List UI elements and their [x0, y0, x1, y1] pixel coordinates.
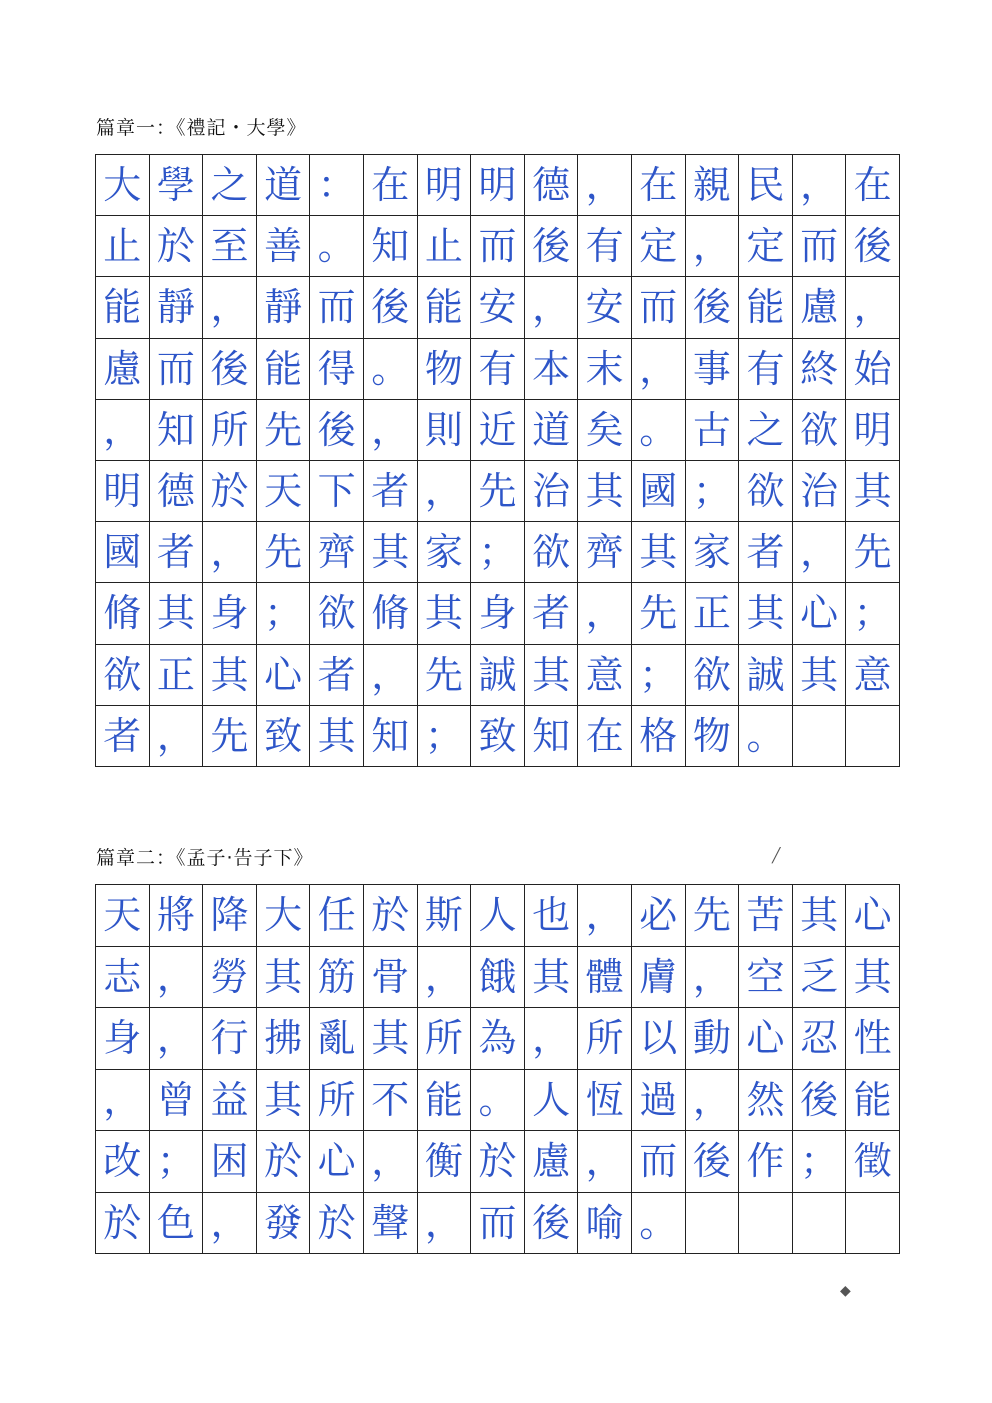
- grid-cell: 筋: [310, 947, 364, 1009]
- grid-cell: 其: [525, 947, 579, 1009]
- grid-cell: 膚: [632, 947, 686, 1009]
- grid-cell: 止: [418, 216, 472, 277]
- stray-mark: ╱: [772, 848, 781, 864]
- grid-cell: 慮: [96, 339, 150, 400]
- grid-cell: 先: [203, 706, 257, 767]
- grid-cell: 者: [96, 706, 150, 767]
- grid-cell: 所: [310, 1070, 364, 1132]
- grid-cell: 能: [739, 277, 793, 338]
- grid-cell: 其: [364, 522, 418, 583]
- grid-cell: 曾: [150, 1070, 204, 1132]
- grid-cell: 親: [686, 155, 740, 216]
- grid-cell: 。: [364, 339, 418, 400]
- grid-cell: ，: [578, 885, 632, 947]
- grid-cell: 大: [257, 885, 311, 947]
- grid-cell: 而: [632, 1131, 686, 1193]
- grid-cell: 恆: [578, 1070, 632, 1132]
- grid-cell: 困: [203, 1131, 257, 1193]
- grid-cell: 於: [471, 1131, 525, 1193]
- grid-cell: 明: [846, 400, 900, 461]
- grid-cell: ，: [686, 1070, 740, 1132]
- grid-cell: 至: [203, 216, 257, 277]
- grid-cell: 。: [310, 216, 364, 277]
- grid-cell: 於: [96, 1193, 150, 1255]
- grid-cell: 其: [632, 522, 686, 583]
- grid-cell: 動: [686, 1008, 740, 1070]
- grid-cell: 在: [632, 155, 686, 216]
- grid-cell: 其: [310, 706, 364, 767]
- grid-cell: 為: [471, 1008, 525, 1070]
- grid-cell: 而: [471, 1193, 525, 1255]
- grid-cell: 道: [525, 400, 579, 461]
- grid-cell: 不: [364, 1070, 418, 1132]
- grid-cell: 後: [793, 1070, 847, 1132]
- grid-cell: 其: [418, 583, 472, 644]
- grid-cell: 有: [471, 339, 525, 400]
- grid-cell: 乏: [793, 947, 847, 1009]
- grid-cell: 先: [686, 885, 740, 947]
- grid-cell: 民: [739, 155, 793, 216]
- grid-cell: 正: [150, 645, 204, 706]
- grid-cell: ；: [632, 645, 686, 706]
- grid-cell: 其: [578, 461, 632, 522]
- grid-cell: 其: [257, 1070, 311, 1132]
- grid-cell: 終: [793, 339, 847, 400]
- grid-cell: 欲: [739, 461, 793, 522]
- grid-cell: 欲: [310, 583, 364, 644]
- grid-cell: 作: [739, 1131, 793, 1193]
- grid-cell: 所: [203, 400, 257, 461]
- grid-cell: 有: [578, 216, 632, 277]
- grid-cell: 徵: [846, 1131, 900, 1193]
- grid-cell: 脩: [96, 583, 150, 644]
- grid-cell: 格: [632, 706, 686, 767]
- section2-heading: 篇章二：《孟子·告子下》: [96, 847, 314, 869]
- grid-cell: 身: [96, 1008, 150, 1070]
- grid-cell: 明: [418, 155, 472, 216]
- grid-cell: 誠: [739, 645, 793, 706]
- grid-cell: ，: [418, 461, 472, 522]
- grid-cell: 於: [203, 461, 257, 522]
- grid-cell: 於: [310, 1193, 364, 1255]
- grid-cell: [793, 1193, 847, 1255]
- grid-cell: 喻: [578, 1193, 632, 1255]
- grid-cell: ，: [364, 400, 418, 461]
- grid-cell: 而: [150, 339, 204, 400]
- grid-cell: 欲: [686, 645, 740, 706]
- grid-cell: 能: [846, 1070, 900, 1132]
- grid-cell: 於: [150, 216, 204, 277]
- grid-cell: ；: [686, 461, 740, 522]
- grid-cell: 能: [418, 1070, 472, 1132]
- grid-cell: 有: [739, 339, 793, 400]
- grid-cell: 齊: [578, 522, 632, 583]
- grid-cell: 欲: [96, 645, 150, 706]
- grid-cell: 善: [257, 216, 311, 277]
- grid-cell: 治: [793, 461, 847, 522]
- grid-cell: 後: [525, 216, 579, 277]
- grid-cell: ，: [203, 277, 257, 338]
- grid-cell: 。: [632, 400, 686, 461]
- grid-cell: 其: [364, 1008, 418, 1070]
- grid-cell: 者: [364, 461, 418, 522]
- grid-cell: 知: [150, 400, 204, 461]
- grid-cell: 下: [310, 461, 364, 522]
- grid-cell: 能: [257, 339, 311, 400]
- grid-cell: 安: [578, 277, 632, 338]
- grid-cell: 明: [471, 155, 525, 216]
- grid-cell: 者: [525, 583, 579, 644]
- grid-cell: 大: [96, 155, 150, 216]
- grid-cell: 誠: [471, 645, 525, 706]
- section2-writing-grid: [95, 884, 900, 1254]
- grid-cell: 德: [150, 461, 204, 522]
- grid-cell: 所: [418, 1008, 472, 1070]
- grid-cell: 先: [846, 522, 900, 583]
- grid-cell: 家: [418, 522, 472, 583]
- grid-cell: ，: [578, 1131, 632, 1193]
- grid-cell: 致: [471, 706, 525, 767]
- grid-cell: ：: [310, 155, 364, 216]
- grid-cell: ，: [96, 1070, 150, 1132]
- grid-cell: 。: [632, 1193, 686, 1255]
- grid-cell: 始: [846, 339, 900, 400]
- grid-cell: 其: [257, 947, 311, 1009]
- grid-cell: 知: [364, 216, 418, 277]
- grid-cell: 先: [418, 645, 472, 706]
- grid-cell: 後: [686, 277, 740, 338]
- grid-cell: 心: [310, 1131, 364, 1193]
- grid-cell: 道: [257, 155, 311, 216]
- grid-cell: 而: [310, 277, 364, 338]
- grid-cell: 勞: [203, 947, 257, 1009]
- grid-cell: 治: [525, 461, 579, 522]
- grid-cell: 脩: [364, 583, 418, 644]
- grid-cell: 者: [310, 645, 364, 706]
- grid-cell: [846, 706, 900, 767]
- grid-cell: 降: [203, 885, 257, 947]
- grid-cell: 斯: [418, 885, 472, 947]
- grid-cell: 國: [96, 522, 150, 583]
- grid-cell: 慮: [525, 1131, 579, 1193]
- grid-cell: 致: [257, 706, 311, 767]
- grid-cell: 正: [686, 583, 740, 644]
- grid-cell: 靜: [150, 277, 204, 338]
- grid-cell: ，: [686, 216, 740, 277]
- grid-cell: 人: [525, 1070, 579, 1132]
- grid-cell: 德: [525, 155, 579, 216]
- grid-cell: 。: [739, 706, 793, 767]
- grid-cell: ，: [632, 339, 686, 400]
- grid-cell: 者: [739, 522, 793, 583]
- grid-cell: 心: [257, 645, 311, 706]
- grid-cell: 心: [739, 1008, 793, 1070]
- grid-cell: 後: [203, 339, 257, 400]
- grid-cell: 其: [739, 583, 793, 644]
- grid-cell: [686, 1193, 740, 1255]
- grid-cell: 事: [686, 339, 740, 400]
- grid-cell: 身: [471, 583, 525, 644]
- grid-cell: 能: [96, 277, 150, 338]
- grid-cell: 在: [846, 155, 900, 216]
- grid-cell: ；: [846, 583, 900, 644]
- grid-cell: 然: [739, 1070, 793, 1132]
- grid-cell: ，: [525, 277, 579, 338]
- grid-cell: ，: [203, 1193, 257, 1255]
- grid-cell: 定: [739, 216, 793, 277]
- grid-cell: 先: [257, 400, 311, 461]
- grid-cell: 明: [96, 461, 150, 522]
- grid-cell: 欲: [793, 400, 847, 461]
- grid-cell: 齊: [310, 522, 364, 583]
- grid-cell: 在: [364, 155, 418, 216]
- grid-cell: 其: [846, 947, 900, 1009]
- grid-cell: 衡: [418, 1131, 472, 1193]
- grid-cell: 國: [632, 461, 686, 522]
- grid-cell: 餓: [471, 947, 525, 1009]
- grid-cell: ，: [846, 277, 900, 338]
- grid-cell: ；: [471, 522, 525, 583]
- grid-cell: 心: [846, 885, 900, 947]
- grid-cell: 亂: [310, 1008, 364, 1070]
- grid-cell: 其: [150, 583, 204, 644]
- grid-cell: [846, 1193, 900, 1255]
- grid-cell: [793, 706, 847, 767]
- grid-cell: 志: [96, 947, 150, 1009]
- grid-cell: ；: [150, 1131, 204, 1193]
- grid-cell: 家: [686, 522, 740, 583]
- grid-cell: 學: [150, 155, 204, 216]
- grid-cell: ，: [793, 155, 847, 216]
- grid-cell: 其: [846, 461, 900, 522]
- grid-cell: 聲: [364, 1193, 418, 1255]
- grid-cell: 能: [418, 277, 472, 338]
- grid-cell: ，: [525, 1008, 579, 1070]
- grid-cell: 知: [364, 706, 418, 767]
- grid-cell: 發: [257, 1193, 311, 1255]
- grid-cell: 先: [632, 583, 686, 644]
- grid-cell: 以: [632, 1008, 686, 1070]
- grid-cell: 其: [793, 645, 847, 706]
- grid-cell: 靜: [257, 277, 311, 338]
- grid-cell: 天: [257, 461, 311, 522]
- grid-cell: 欲: [525, 522, 579, 583]
- grid-cell: 其: [203, 645, 257, 706]
- grid-cell: 骨: [364, 947, 418, 1009]
- grid-cell: 而: [471, 216, 525, 277]
- grid-cell: 安: [471, 277, 525, 338]
- grid-cell: 定: [632, 216, 686, 277]
- grid-cell: 止: [96, 216, 150, 277]
- grid-cell: 後: [525, 1193, 579, 1255]
- grid-cell: 古: [686, 400, 740, 461]
- grid-cell: 。: [471, 1070, 525, 1132]
- section1-heading: 篇章一：《禮記・大學》: [96, 117, 307, 139]
- grid-cell: 性: [846, 1008, 900, 1070]
- grid-cell: 先: [257, 522, 311, 583]
- grid-cell: ，: [418, 1193, 472, 1255]
- grid-cell: 也: [525, 885, 579, 947]
- grid-cell: 任: [310, 885, 364, 947]
- grid-cell: 拂: [257, 1008, 311, 1070]
- grid-cell: ，: [150, 947, 204, 1009]
- grid-cell: ，: [150, 706, 204, 767]
- grid-cell: 心: [793, 583, 847, 644]
- grid-cell: 後: [846, 216, 900, 277]
- grid-cell: 色: [150, 1193, 204, 1255]
- grid-cell: ，: [364, 645, 418, 706]
- grid-cell: ；: [793, 1131, 847, 1193]
- grid-cell: 其: [793, 885, 847, 947]
- grid-cell: ，: [150, 1008, 204, 1070]
- grid-cell: 體: [578, 947, 632, 1009]
- grid-cell: 者: [150, 522, 204, 583]
- grid-cell: 後: [364, 277, 418, 338]
- grid-cell: 矣: [578, 400, 632, 461]
- stray-mark: ◆: [840, 1283, 851, 1299]
- grid-cell: 近: [471, 400, 525, 461]
- grid-cell: 則: [418, 400, 472, 461]
- grid-cell: ，: [686, 947, 740, 1009]
- grid-cell: 苦: [739, 885, 793, 947]
- section1-writing-grid: [95, 154, 900, 767]
- grid-cell: 改: [96, 1131, 150, 1193]
- grid-cell: 意: [578, 645, 632, 706]
- grid-cell: 將: [150, 885, 204, 947]
- grid-cell: 先: [471, 461, 525, 522]
- grid-cell: 物: [418, 339, 472, 400]
- grid-cell: ，: [793, 522, 847, 583]
- grid-cell: 意: [846, 645, 900, 706]
- grid-cell: 慮: [793, 277, 847, 338]
- grid-cell: 行: [203, 1008, 257, 1070]
- grid-cell: 忍: [793, 1008, 847, 1070]
- grid-cell: 本: [525, 339, 579, 400]
- grid-cell: ，: [418, 947, 472, 1009]
- grid-cell: ，: [578, 583, 632, 644]
- grid-cell: ；: [418, 706, 472, 767]
- grid-cell: 所: [578, 1008, 632, 1070]
- grid-cell: ，: [203, 522, 257, 583]
- grid-cell: 之: [739, 400, 793, 461]
- grid-cell: ，: [96, 400, 150, 461]
- grid-cell: 而: [793, 216, 847, 277]
- grid-cell: 得: [310, 339, 364, 400]
- grid-cell: 身: [203, 583, 257, 644]
- grid-cell: 於: [257, 1131, 311, 1193]
- grid-cell: 在: [578, 706, 632, 767]
- grid-cell: 後: [686, 1131, 740, 1193]
- grid-cell: 知: [525, 706, 579, 767]
- grid-cell: 天: [96, 885, 150, 947]
- grid-cell: 而: [632, 277, 686, 338]
- grid-cell: 其: [525, 645, 579, 706]
- grid-cell: 必: [632, 885, 686, 947]
- grid-cell: 物: [686, 706, 740, 767]
- grid-cell: 空: [739, 947, 793, 1009]
- grid-cell: ，: [364, 1131, 418, 1193]
- grid-cell: 末: [578, 339, 632, 400]
- grid-cell: [739, 1193, 793, 1255]
- grid-cell: ；: [257, 583, 311, 644]
- grid-cell: 人: [471, 885, 525, 947]
- grid-cell: 過: [632, 1070, 686, 1132]
- grid-cell: 之: [203, 155, 257, 216]
- grid-cell: 於: [364, 885, 418, 947]
- grid-cell: ，: [578, 155, 632, 216]
- grid-cell: 益: [203, 1070, 257, 1132]
- grid-cell: 後: [310, 400, 364, 461]
